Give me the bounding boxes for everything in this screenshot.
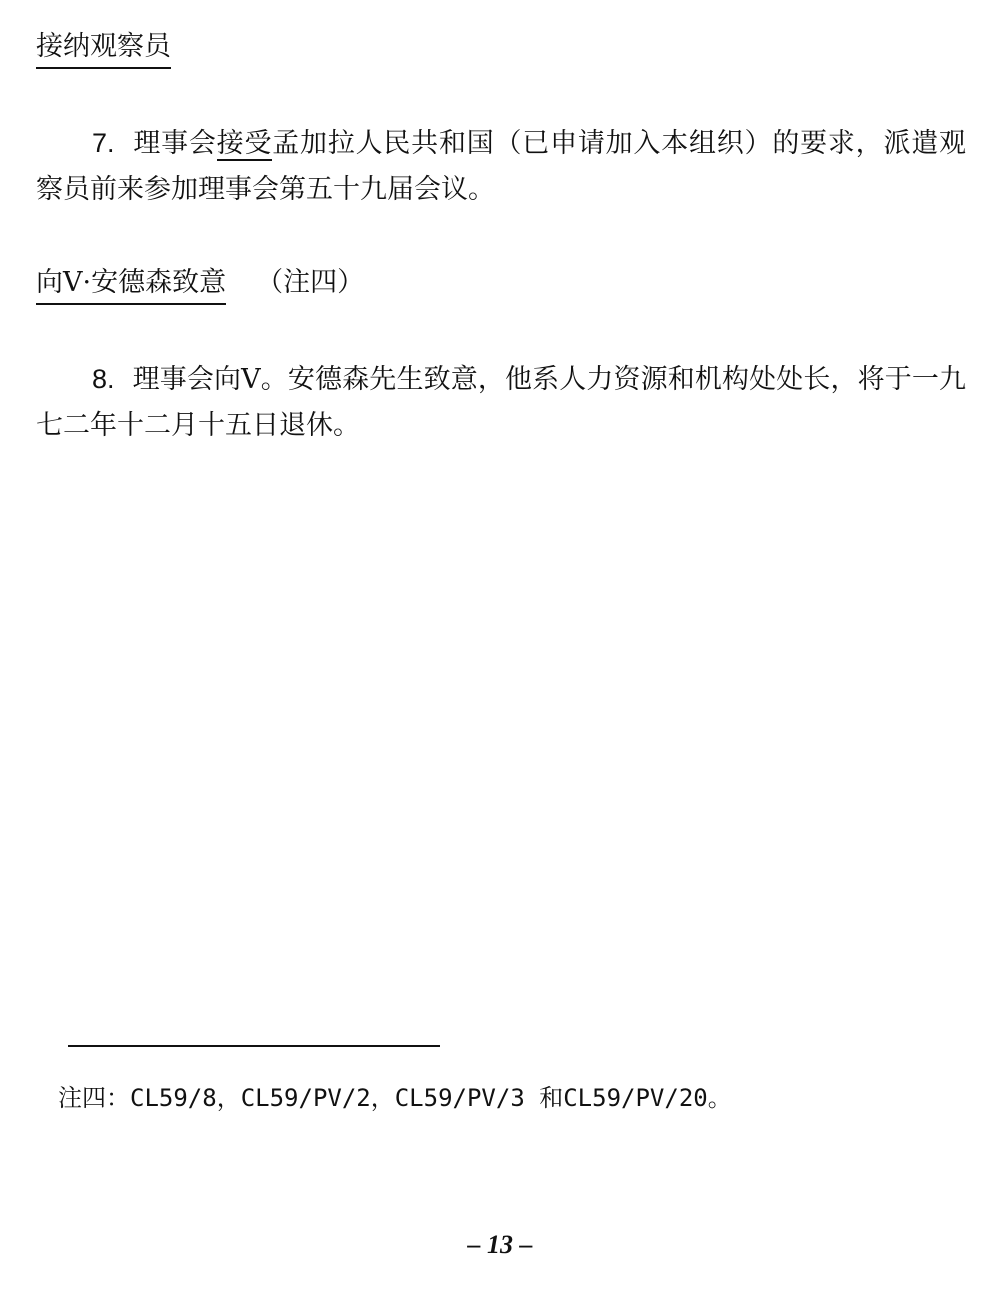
section-heading-tribute [36,266,364,305]
paragraph-number: 8. [92,364,115,394]
footnote: 注四：CL59/8，CL59/PV/2，CL59/PV/3 和CL59/PV/20。 [58,1084,732,1112]
section-heading-observers [36,30,171,69]
paragraph-text: 理事会向V。安德森先生致意，他系人力资源和机构处处长，将于一九七二年十二月十五日退休。 [36,364,966,441]
footnote-divider [68,1045,440,1047]
paragraph-8 [36,356,966,449]
paragraph-underlined-text: 接受 [216,128,273,159]
page-number: – 13 – [467,1230,533,1259]
footnote-reference: （注四） [256,267,365,298]
paragraph-7 [36,120,966,213]
paragraph-text-rest: 孟加拉人民共和国（已申请加入本组织）的要求，派遣观察员前来参加理事会第五十九届会议。 [36,128,967,205]
paragraph-number: 7. [92,128,115,158]
section-heading-text: 接纳观察员 [36,30,171,69]
section-heading-text: 向V·安德森致意 [36,266,226,305]
paragraph-text-start: 理事会 [132,128,217,159]
